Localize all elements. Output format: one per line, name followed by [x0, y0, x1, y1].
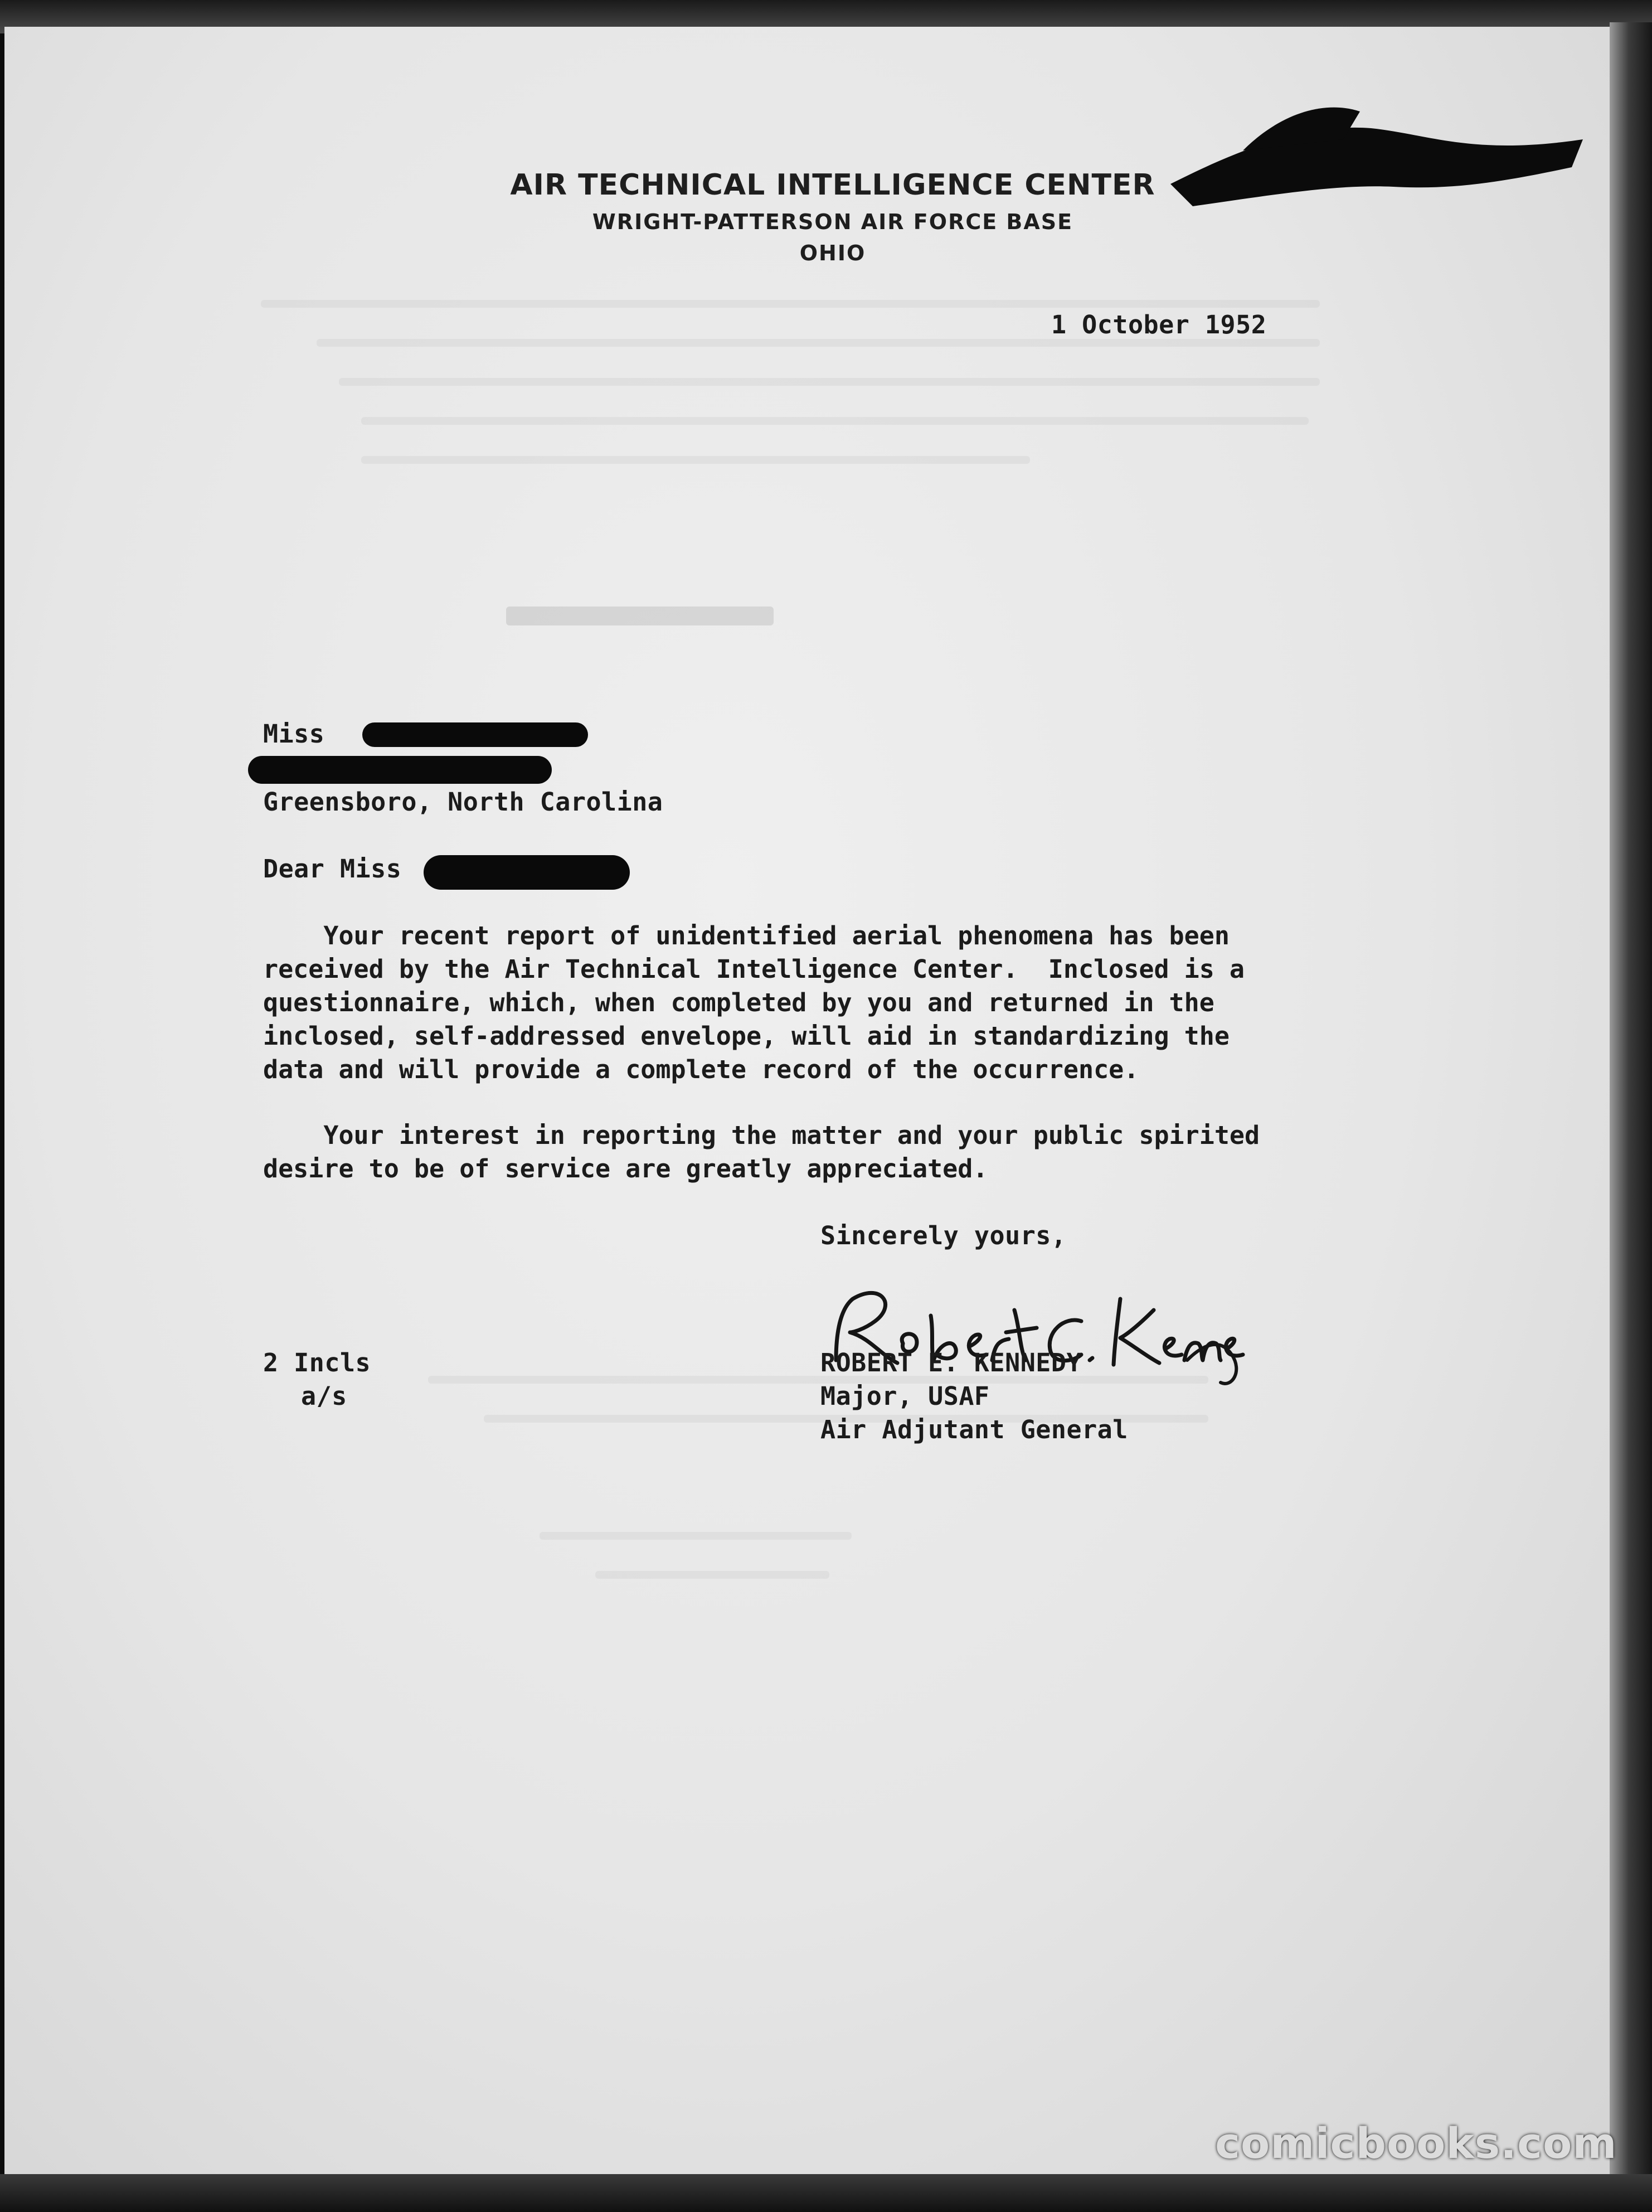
letter-page: [4, 27, 1610, 2179]
scan-frame-bottom: [0, 2174, 1652, 2212]
salutation: Dear Miss: [263, 854, 402, 884]
body-line: inclosed, self-addressed envelope, will aid in standardizing the: [263, 1021, 1230, 1051]
scan-frame-right: [1610, 22, 1652, 2180]
redacted-recipient-name: [362, 722, 588, 747]
body-line: desire to be of service are greatly appreciated.: [263, 1154, 988, 1183]
body-line: Your recent report of unidentified aerial phenomena has been: [263, 921, 1230, 950]
enclosure-count: 2 Incls: [263, 1348, 371, 1377]
show-through-line: [261, 300, 1320, 308]
body-line: questionnaire, which, when completed by you and returned in the: [263, 988, 1214, 1017]
signer-name: ROBERT E. KENNEDY: [820, 1348, 1082, 1377]
body-line: Your interest in reporting the matter and your public spirited: [263, 1120, 1260, 1150]
show-through-line: [317, 339, 1320, 347]
show-through-line: [339, 378, 1320, 386]
enclosure-note: a/s: [301, 1381, 347, 1411]
redaction-mark: [1159, 89, 1594, 212]
show-through-line: [361, 456, 1030, 464]
body-line: received by the Air Technical Intelligence Center. Inclosed is a: [263, 954, 1245, 984]
show-through-line: [595, 1571, 829, 1579]
letterhead-state: OHIO: [799, 241, 866, 265]
show-through-line: [540, 1532, 852, 1540]
letterhead-base: WRIGHT-PATTERSON AIR FORCE BASE: [592, 210, 1073, 234]
show-through-mark: [506, 607, 774, 625]
redacted-street-address: [248, 756, 552, 784]
recipient-city-state: Greensboro, North Carolina: [263, 787, 663, 817]
letter-date: 1 October 1952: [1051, 310, 1267, 339]
signer-rank: Major, USAF: [820, 1381, 990, 1411]
recipient-title: Miss: [263, 719, 325, 749]
body-line: data and will provide a complete record of the occurrence.: [263, 1055, 1139, 1084]
redacted-greeting-name: [424, 855, 630, 890]
closing: Sincerely yours,: [820, 1221, 1067, 1250]
signer-title: Air Adjutant General: [820, 1415, 1128, 1444]
show-through-line: [361, 417, 1309, 425]
watermark-text: comicbooks.com: [1215, 2118, 1617, 2168]
letterhead-org: AIR TECHNICAL INTELLIGENCE CENTER: [510, 168, 1155, 202]
